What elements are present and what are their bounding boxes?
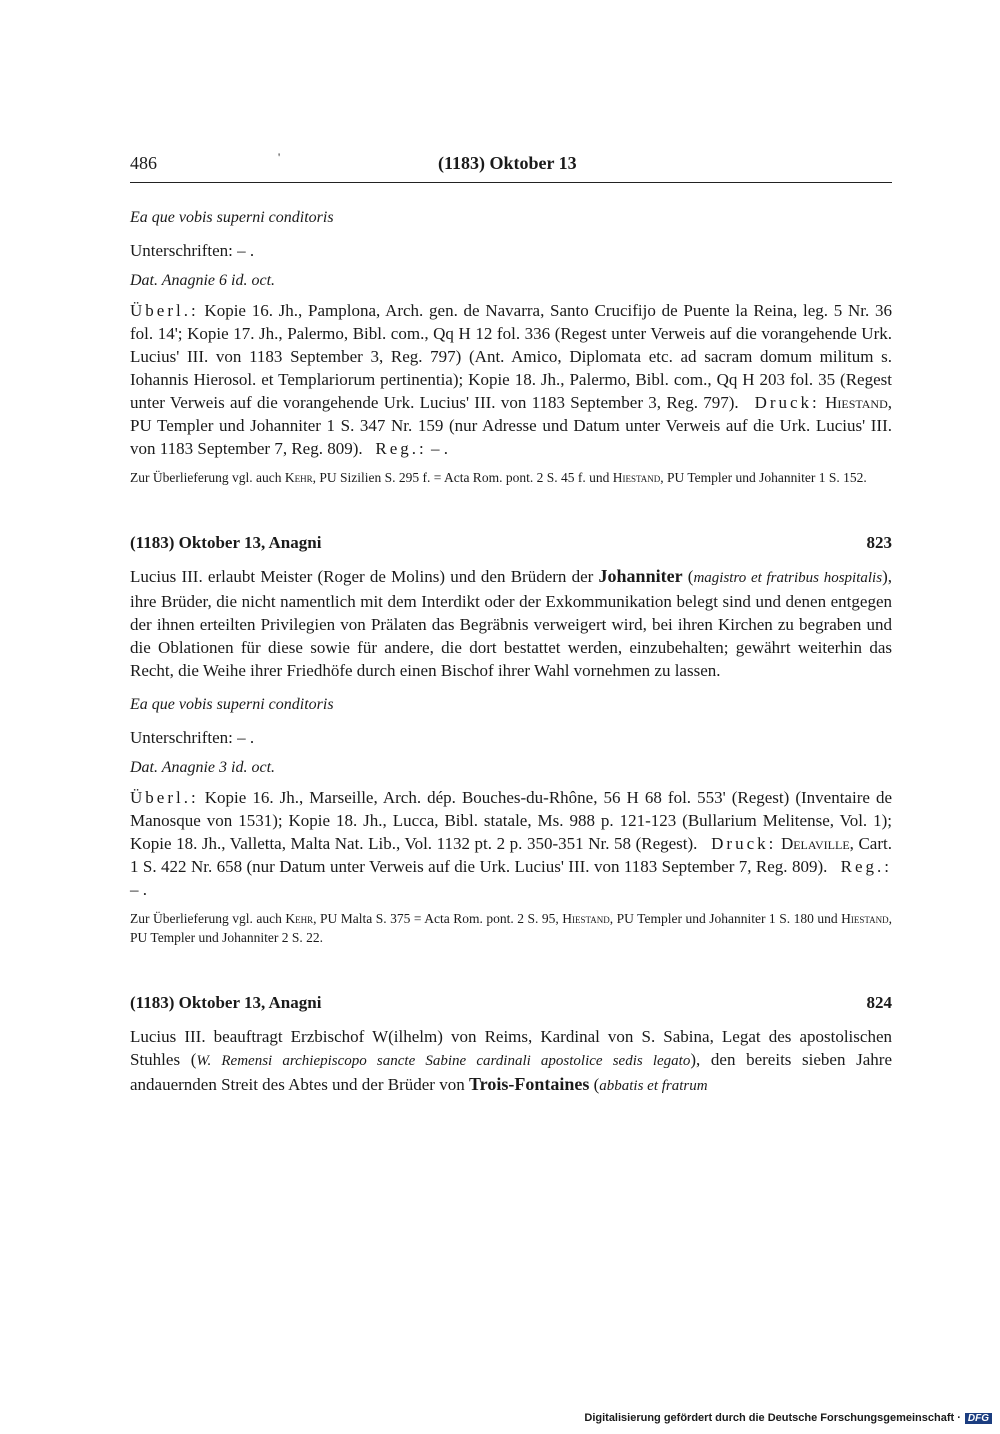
dfg-logo: DFG [965,1413,992,1424]
entry-summary [130,565,892,682]
note-author: Hiestand [612,470,661,485]
reg-value: – . [430,439,448,458]
druck-text: , PU Templer und Johanniter 1 S. 347 Nr. 159 (nur Adresse und Datum unter Verweis auf die Urk. Lucius' III. von 1183 September 7, Reg. 809). [130,393,892,458]
summary-text: ), den bereits sieben Jahre andauernden Streit des Abtes und der Brüder von [130,1050,892,1094]
note-author: Kehr [285,911,314,926]
reg-label: Reg.: [375,439,427,458]
incipit: Ea que vobis superni conditoris [130,209,334,226]
druck-author: Hiestand [825,393,888,412]
uberl-label: Überl.: [130,301,199,320]
dating-clause: Dat. Anagnie 6 id. oct. [130,272,276,289]
summary-recipient: Trois-Fontaines [468,1074,590,1094]
note-text: , PU Sizilien S. 295 f. = Acta Rom. pont. 2 S. 45 f. und [312,470,613,485]
credit-text: Digitalisierung gefördert durch die Deutsche Forschungsgemeinschaft · [584,1412,961,1424]
note-author: Kehr [284,470,313,485]
entry-number: 823 [866,533,892,552]
entry-date: (1183) Oktober 13, Anagni [130,533,322,552]
transmission-paragraph [130,299,892,460]
page-header [130,150,892,183]
reg-value: – . [130,880,147,899]
note-text: , PU Templer und Johanniter 1 S. 180 und [609,911,842,926]
summary-latin: abbatis et fratrum [599,1078,708,1094]
note-author: Hiestand [841,911,889,926]
summary-latin: W. Remensi archiepiscopo sancte Sabine cardinali apostolice sedis legato [196,1053,691,1069]
transmission-paragraph [130,786,892,901]
note-text: , PU Templer und Johanniter 1 S. 152. [660,470,867,485]
uberl-text: Kopie 16. Jh., Pamplona, Arch. gen. de Navarra, Santo Crucifijo de Puente la Reina, leg. 5 Nr. 36 fol. 14'; Kopie 17. Jh., Palermo, Bibl. com., Qq H 12 fol. 336 (Regest unter Verweis auf die vorangehende Urk. Lucius' III. von 1183 September 3, Reg. 797) (Ant. Amico, Diplomata etc. ad sacram domum militum s. Iohannis Hierosol. et Templariorum pertinentia); Kopie 18. Jh., Palermo, Bibl. com., Qq H 203 fol. 35 (Regest unter Verweis auf die vorangehende Urk. Lucius' III. von 1183 September 3, Reg. 797). [130,301,892,412]
entry-heading [130,993,892,1015]
transmission-note [130,909,892,947]
entry-number: 824 [866,993,892,1012]
note-author: Hiestand [562,911,610,926]
druck-author: Delaville [780,834,850,853]
signatures: Unterschriften: – . [130,241,255,260]
druck-text: , Cart. 1 S. 422 Nr. 658 (nur Datum unter Verweis auf die Urk. Lucius' III. von 1183 September 7, Reg. 809). [130,834,892,876]
entry-summary [130,1025,892,1098]
dating-clause: Dat. Anagnie 3 id. oct. [130,759,276,776]
summary-text: ( [589,1075,600,1094]
summary-latin: magistro et fratribus hospitalis [693,570,883,586]
druck-label: Druck: [754,393,820,412]
summary-text: ( [682,567,694,586]
running-title: (1183) Oktober 13 [438,153,577,173]
druck-label: Druck: [711,834,777,853]
page-number: 486 [130,153,157,173]
summary-recipient: Johanniter [598,566,683,586]
transmission-note [130,468,892,487]
note-text: , PU Templer und Johanniter 2 S. 22. [130,911,892,945]
uberl-label: Überl.: [130,788,199,807]
digitization-credit [584,1412,992,1424]
incipit: Ea que vobis superni conditoris [130,696,334,713]
note-text: Zur Überlieferung vgl. auch [130,470,285,485]
summary-text: Lucius III. beauftragt Erzbischof W(ilhelm) von Reims, Kardinal von S. Sabina, Legat des apostolischen Stuhles ( [130,1027,892,1069]
note-text: Zur Überlieferung vgl. auch [130,911,286,926]
entry-date: (1183) Oktober 13, Anagni [130,993,322,1012]
reg-label: Reg.: [840,857,892,876]
header-tick-mark: ' [278,150,281,164]
entry-heading [130,533,892,555]
summary-text: Lucius III. erlaubt Meister (Roger de Molins) und den Brüdern der [130,567,599,586]
summary-text: ), ihre Brüder, die nicht namentlich mit dem Interdikt oder der Exkommunikation belegt sind und denen entgegen der ihnen erteilten Privilegien von Prälaten das Begräbnis verweigert wird, bei ihren Kirchen zu begraben und die Oblationen für diese sowie für andere, die dort bestattet werden, einzubehalten; gewährt weiterhin das Recht, die Weihe ihrer Friedhöfe durch einen Bischof ihrer Wahl vornehmen zu lassen. [130,567,892,680]
signatures: Unterschriften: – . [130,728,255,747]
uberl-text: Kopie 16. Jh., Marseille, Arch. dép. Bouches-du-Rhône, 56 H 68 fol. 553' (Regest) (Inventaire de Manosque von 1531); Kopie 18. Jh., Lucca, Bibl. statale, Ms. 988 p. 121-123 (Bullarium Melitense, Vol. 1); Kopie 18. Jh., Valletta, Malta Nat. Lib., Vol. 1132 pt. 2 p. 350-351 Nr. 58 (Regest). [130,788,892,853]
document-page [130,150,892,1098]
note-text: , PU Malta S. 375 = Acta Rom. pont. 2 S. 95, [313,911,563,926]
